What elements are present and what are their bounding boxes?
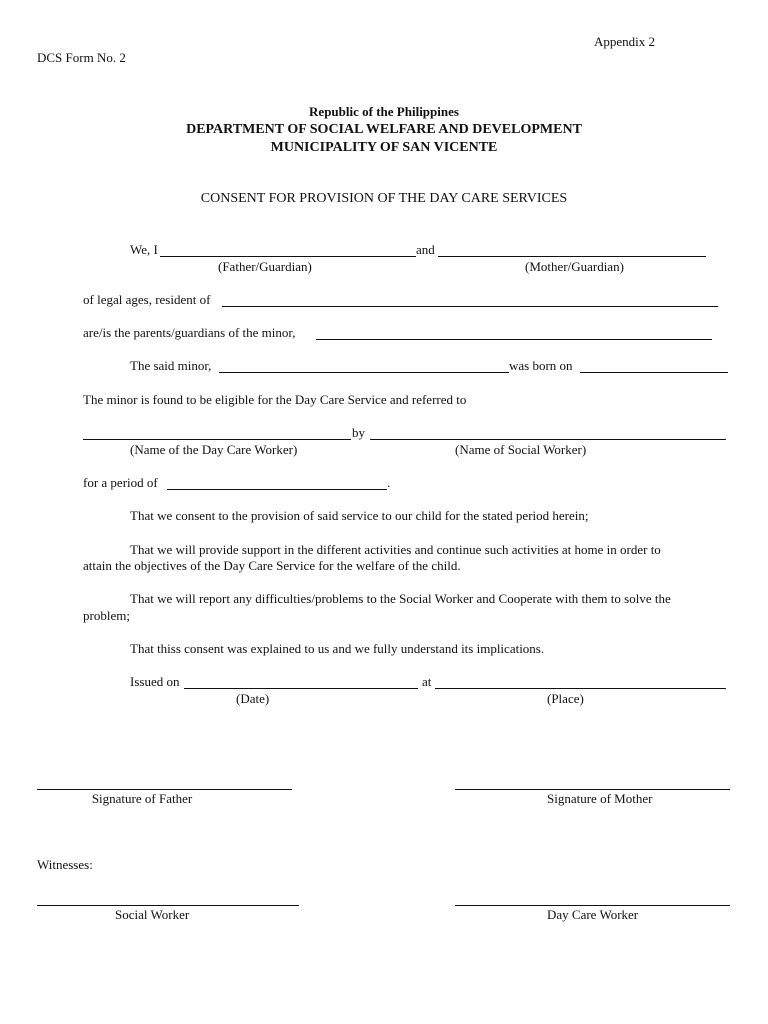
mother-guardian-name-field[interactable] xyxy=(438,256,706,257)
father-signature-line[interactable] xyxy=(37,789,292,790)
said-minor-label: The said minor, xyxy=(130,358,212,373)
legal-ages-label: of legal ages, resident of xyxy=(83,292,211,307)
at-label: at xyxy=(422,674,432,689)
mother-signature-line[interactable] xyxy=(455,789,730,790)
consent-paragraph-3-line-1: That we will report any difficulties/problems to the Social Worker and Cooperate with them to solve the xyxy=(130,591,671,606)
republic-heading: Republic of the Philippines xyxy=(309,104,459,119)
born-on-label: was born on xyxy=(509,358,573,373)
form-title: CONSENT FOR PROVISION OF THE DAY CARE SERVICES xyxy=(200,191,568,206)
mother-signature-caption: Signature of Mother xyxy=(547,791,653,806)
day-care-worker-caption: (Name of the Day Care Worker) xyxy=(130,442,298,457)
minor-name-field[interactable] xyxy=(316,339,712,340)
date-caption: (Date) xyxy=(236,691,270,706)
day-care-worker-signature-caption: Day Care Worker xyxy=(547,907,639,922)
father-guardian-name-field[interactable] xyxy=(160,256,416,257)
father-guardian-caption: (Father/Guardian) xyxy=(218,259,312,274)
day-care-worker-signature-line[interactable] xyxy=(455,905,730,906)
day-care-worker-name-field[interactable] xyxy=(83,439,351,440)
period-label: for a period of xyxy=(83,475,158,490)
consent-paragraph-1: That we consent to the provision of said service to our child for the stated period herein; xyxy=(130,508,589,523)
residence-field[interactable] xyxy=(222,306,718,307)
period-end-mark: . xyxy=(387,475,391,490)
parents-of-minor-label: are/is the parents/guardians of the minor, xyxy=(83,325,296,340)
issued-on-label: Issued on xyxy=(130,674,180,689)
social-worker-name-field[interactable] xyxy=(370,439,726,440)
municipality-heading: MUNICIPALITY OF SAN VICENTE xyxy=(270,140,498,155)
consent-paragraph-2-line-1: That we will provide support in the different activities and continue such activities at home in order to xyxy=(130,542,661,557)
appendix-label: Appendix 2 xyxy=(594,34,656,49)
department-heading: DEPARTMENT OF SOCIAL WELFARE AND DEVELOPMENT xyxy=(186,122,582,137)
consent-paragraph-4: That thiss consent was explained to us and we fully understand its implications. xyxy=(130,641,545,656)
consent-paragraph-2-line-2: attain the objectives of the Day Care Service for the welfare of the child. xyxy=(83,558,461,573)
social-worker-signature-caption: Social Worker xyxy=(115,907,190,922)
by-label: by xyxy=(352,425,365,440)
father-signature-caption: Signature of Father xyxy=(91,791,193,806)
period-field[interactable] xyxy=(167,489,387,490)
and-label: and xyxy=(416,242,435,257)
mother-guardian-caption: (Mother/Guardian) xyxy=(525,259,624,274)
issued-date-field[interactable] xyxy=(184,688,418,689)
said-minor-field[interactable] xyxy=(219,372,509,373)
eligible-statement: The minor is found to be eligible for the Day Care Service and referred to xyxy=(83,392,467,407)
form-number: DCS Form No. 2 xyxy=(37,50,126,65)
consent-paragraph-3-line-2: problem; xyxy=(83,608,130,623)
social-worker-caption: (Name of Social Worker) xyxy=(455,442,587,457)
issued-place-field[interactable] xyxy=(435,688,726,689)
witnesses-label: Witnesses: xyxy=(37,857,93,872)
social-worker-signature-line[interactable] xyxy=(37,905,299,906)
we-i-label: We, I xyxy=(130,242,158,257)
birth-date-field[interactable] xyxy=(580,372,728,373)
place-caption: (Place) xyxy=(547,691,584,706)
